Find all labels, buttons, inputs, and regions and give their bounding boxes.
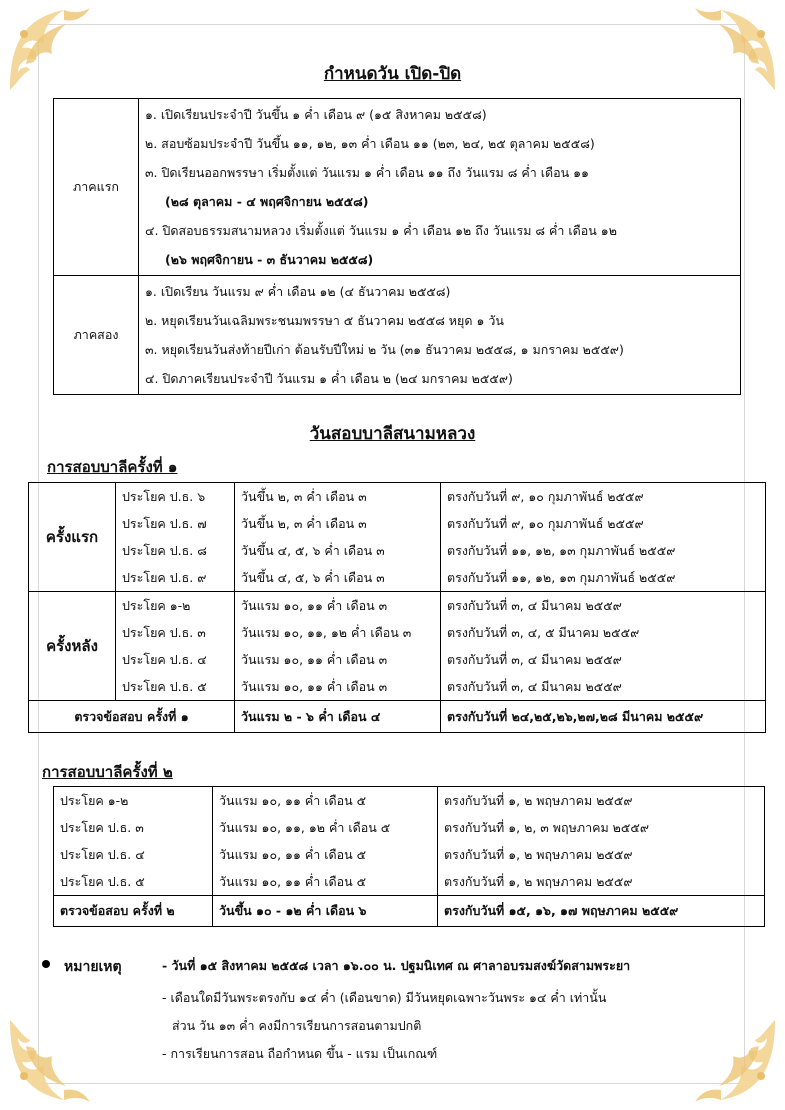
solar-date-cell: ตรงกับวันที่ ๓, ๔, ๕ มีนาคม ๒๕๕๙: [441, 619, 766, 646]
term2-line: ๒. หยุดเรียนวันเฉลิมพระชนมพรรษา ๕ ธันวาคม ๒๕๕๘ หยุด ๑ วัน: [145, 313, 504, 328]
table-row: [29, 646, 766, 673]
term1-line: (๒๖ พฤศจิกายน - ๓ ธันวาคม ๒๕๕๘): [165, 252, 374, 267]
notes-label: หมายเหตุ: [64, 959, 122, 975]
table-row: [29, 564, 766, 592]
table-row: [54, 841, 765, 868]
lunar-date-cell: วันแรม ๑๐, ๑๑ ค่ำ เดือน ๕: [213, 841, 438, 868]
solar-date-cell: ตรงกับวันที่ ๓, ๔ มีนาคม ๒๕๕๙: [441, 646, 766, 673]
term2-line: ๓. หยุดเรียนวันส่งท้ายปีเก่า ต้อนรับปีใหม่ ๒ วัน (๓๑ ธันวาคม ๒๕๕๘, ๑ มกราคม ๒๕๕๙): [145, 342, 624, 357]
table-row: [54, 868, 765, 896]
solar-date-cell: ตรงกับวันที่ ๑, ๒, ๓ พฤษภาคม ๒๕๕๙: [438, 814, 765, 841]
term2-label: ภาคสอง: [54, 276, 139, 395]
exam-section-title: วันสอบบาลีสนามหลวง: [309, 424, 476, 444]
table-row: [29, 619, 766, 646]
lunar-date-cell: วันแรม ๑๐, ๑๑ ค่ำ เดือน ๕: [213, 787, 438, 815]
table-row: [54, 787, 765, 815]
term1-line: (๒๘ ตุลาคม - ๔ พฤศจิกายน ๒๕๕๘): [165, 194, 369, 209]
lunar-date-cell: วันแรม ๑๐, ๑๑ ค่ำ เดือน ๓: [235, 673, 441, 701]
term1-line: ๔. ปิดสอบธรรมสนามหลวง เริ่มตั้งแต่ วันแรม ๑ ค่ำ เดือน ๑๒ ถึง วันแรม ๘ ค่ำ เดือน ๑๒: [145, 223, 617, 238]
level-cell: ประโยค ป.ธ. ๕: [54, 868, 213, 896]
term2-line: ๔. ปิดภาคเรียนประจำปี วันแรม ๑ ค่ำ เดือน ๒ (๒๔ มกราคม ๒๕๕๙): [145, 371, 513, 386]
lunar-date-cell: วันแรม ๑๐, ๑๑ ค่ำ เดือน ๓: [235, 592, 441, 620]
note-line: ส่วน วัน ๑๓ ค่ำ คงมีการเรียนการสอนตามปกติ: [172, 1018, 422, 1033]
solar-date-cell: ตรงกับวันที่ ๓, ๔ มีนาคม ๒๕๕๙: [441, 673, 766, 701]
solar-date-cell: ตรงกับวันที่ ๙, ๑๐ กุมภาพันธ์ ๒๕๕๙: [441, 483, 766, 511]
summary-lunar-date: วันขึ้น ๑๐ - ๑๒ ค่ำ เดือน ๖: [213, 896, 438, 927]
semester-schedule-table: [53, 98, 741, 395]
term2-line: ๑. เปิดเรียน วันแรม ๙ ค่ำ เดือน ๑๒ (๔ ธันวาคม ๒๕๕๘): [145, 284, 451, 299]
lunar-date-cell: วันขึ้น ๒, ๓ ค่ำ เดือน ๓: [235, 483, 441, 511]
lunar-date-cell: วันขึ้น ๔, ๕, ๖ ค่ำ เดือน ๓: [235, 564, 441, 592]
table-row: [29, 537, 766, 564]
lunar-date-cell: วันแรม ๑๐, ๑๑ ค่ำ เดือน ๓: [235, 646, 441, 673]
solar-date-cell: ตรงกับวันที่ ๑, ๒ พฤษภาคม ๒๕๕๙: [438, 841, 765, 868]
note-line: - การเรียนการสอน ถือกำหนด ขึ้น - แรม เป็นเกณฑ์: [162, 1046, 438, 1061]
summary-solar-date: ตรงกับวันที่ ๒๔,๒๕,๒๖,๒๗,๒๘ มีนาคม ๒๕๕๙: [441, 701, 766, 733]
term1-row: [54, 99, 741, 276]
lunar-date-cell: วันแรม ๑๐, ๑๑, ๑๒ ค่ำ เดือน ๕: [213, 814, 438, 841]
table-row: [29, 483, 766, 511]
level-cell: ประโยค ป.ธ. ๘: [116, 537, 235, 564]
summary-label: ตรวจข้อสอบ ครั้งที่ ๑: [29, 701, 235, 733]
solar-date-cell: ตรงกับวันที่ ๑๑, ๑๒, ๑๓ กุมภาพันธ์ ๒๕๕๙: [441, 564, 766, 592]
round1-label: ครั้งแรก: [29, 483, 116, 592]
term1-details: [139, 99, 741, 276]
term2-details: [139, 276, 741, 395]
round2-label: ครั้งหลัง: [29, 592, 116, 701]
lunar-date-cell: วันขึ้น ๔, ๕, ๖ ค่ำ เดือน ๓: [235, 537, 441, 564]
solar-date-cell: ตรงกับวันที่ ๓, ๔ มีนาคม ๒๕๕๙: [441, 592, 766, 620]
summary-label: ตรวจข้อสอบ ครั้งที่ ๒: [54, 896, 213, 927]
note-line: - เดือนใดมีวันพระตรงกับ ๑๔ ค่ำ (เดือนขาด) มีวันหยุดเฉพาะวันพระ ๑๔ ค่ำ เท่านั้น: [162, 990, 607, 1005]
level-cell: ประโยค ป.ธ. ๓: [116, 619, 235, 646]
solar-date-cell: ตรงกับวันที่ ๑, ๒ พฤษภาคม ๒๕๕๙: [438, 787, 765, 815]
summary-row: [54, 896, 765, 927]
lunar-date-cell: วันแรม ๑๐, ๑๑ ค่ำ เดือน ๕: [213, 868, 438, 896]
exam1-title: การสอบบาลีครั้งที่ ๑: [47, 458, 178, 476]
summary-row: [29, 701, 766, 733]
table-row: [29, 673, 766, 701]
summary-solar-date: ตรงกับวันที่ ๑๕, ๑๖, ๑๗ พฤษภาคม ๒๕๕๙: [438, 896, 765, 927]
level-cell: ประโยค ป.ธ. ๖: [116, 483, 235, 511]
level-cell: ประโยค ป.ธ. ๔: [54, 841, 213, 868]
exam1-table: [28, 482, 766, 733]
solar-date-cell: ตรงกับวันที่ ๙, ๑๐ กุมภาพันธ์ ๒๕๕๙: [441, 510, 766, 537]
term1-label: ภาคแรก: [54, 99, 139, 276]
exam2-title: การสอบบาลีครั้งที่ ๒: [42, 763, 173, 781]
level-cell: ประโยค ป.ธ. ๙: [116, 564, 235, 592]
level-cell: ประโยค ป.ธ. ๗: [116, 510, 235, 537]
note-line: - วันที่ ๑๕ สิงหาคม ๒๕๕๘ เวลา ๑๖.๐๐ น. ปฐมนิเทศ ณ ศาลาอบรมสงฆ์วัดสามพระยา: [162, 958, 631, 973]
corner-ornament-icon: [4, 1014, 96, 1106]
page-title: กำหนดวัน เปิด-ปิด: [323, 64, 462, 84]
term1-line: ๓. ปิดเรียนออกพรรษา เริ่มตั้งแต่ วันแรม ๑ ค่ำ เดือน ๑๑ ถึง วันแรม ๘ ค่ำ เดือน ๑๑: [145, 165, 589, 180]
term1-line: ๑. เปิดเรียนประจำปี วันขึ้น ๑ ค่ำ เดือน ๙ (๑๕ สิงหาคม ๒๕๕๘): [145, 107, 487, 122]
level-cell: ประโยค ๑-๒: [54, 787, 213, 815]
level-cell: ประโยค ป.ธ. ๓: [54, 814, 213, 841]
table-row: [54, 814, 765, 841]
lunar-date-cell: วันแรม ๑๐, ๑๑, ๑๒ ค่ำ เดือน ๓: [235, 619, 441, 646]
exam2-table: [53, 786, 765, 927]
term1-line: ๒. สอบซ้อมประจำปี วันขึ้น ๑๑, ๑๒, ๑๓ ค่ำ เดือน ๑๑ (๒๓, ๒๔, ๒๕ ตุลาคม ๒๕๕๘): [145, 136, 595, 151]
term2-row: [54, 276, 741, 395]
level-cell: ประโยค ป.ธ. ๔: [116, 646, 235, 673]
level-cell: ประโยค ป.ธ. ๕: [116, 673, 235, 701]
bullet-icon: [42, 960, 50, 968]
table-row: [29, 510, 766, 537]
lunar-date-cell: วันขึ้น ๒, ๓ ค่ำ เดือน ๓: [235, 510, 441, 537]
summary-lunar-date: วันแรม ๒ - ๖ ค่ำ เดือน ๔: [235, 701, 441, 733]
table-row: [29, 592, 766, 620]
solar-date-cell: ตรงกับวันที่ ๑๑, ๑๒, ๑๓ กุมภาพันธ์ ๒๕๕๙: [441, 537, 766, 564]
level-cell: ประโยค ๑-๒: [116, 592, 235, 620]
corner-ornament-icon: [689, 1014, 781, 1106]
solar-date-cell: ตรงกับวันที่ ๑, ๒ พฤษภาคม ๒๕๕๙: [438, 868, 765, 896]
